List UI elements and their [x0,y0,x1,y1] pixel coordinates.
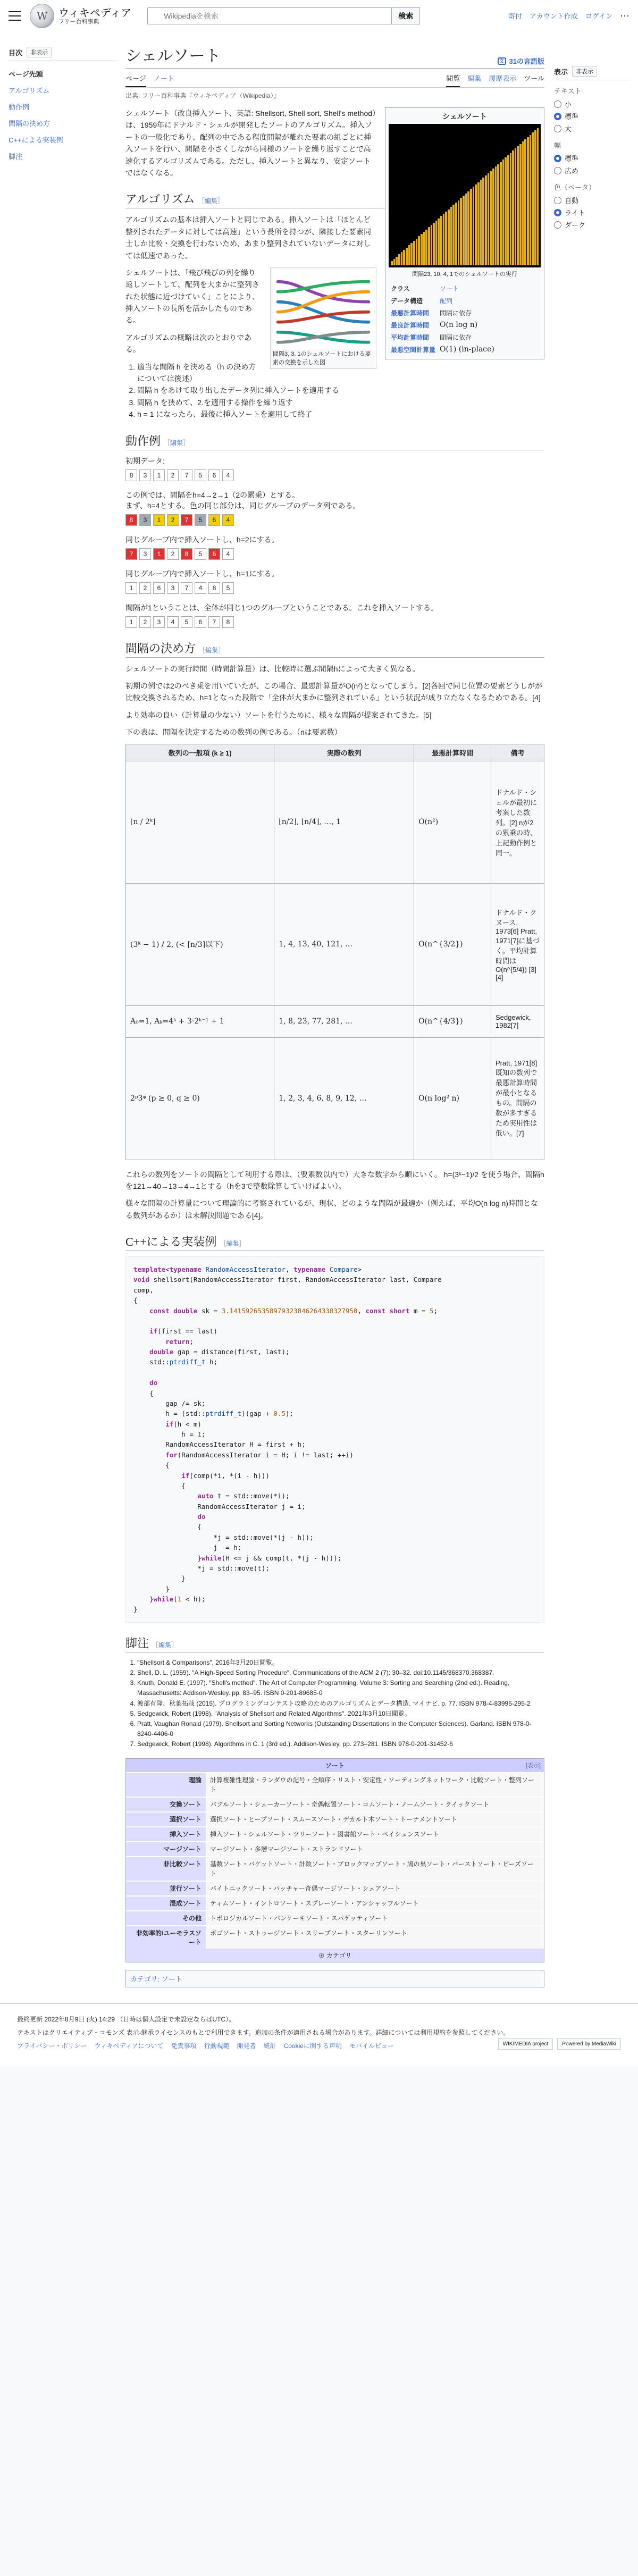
shellsort-steps-diagram[interactable] [273,270,374,349]
width-standard[interactable]: 標準 [554,153,629,163]
toc-item-example[interactable]: 動作例 [9,103,30,111]
radio-selected-icon [554,209,561,216]
sort-bar [440,216,442,265]
radio-selected-icon [554,155,561,162]
footer-link[interactable]: Cookieに関する声明 [283,2042,342,2050]
appearance-panel [544,32,629,2003]
sort-bar [463,196,465,265]
gaps-paragraph: これらの数列をソートの間隔として利用する際は、（要素数以内で）大きな数字から順にいく。 h=(3ᵏ−1)/2 を使う場合、間隔hを121→40→13→4→1とする（hを3で整数除算していけばよい）。 [125,1170,544,1190]
example-text: 同じグループ内で挿入ソートし、h=2にする。 [125,535,279,544]
infobox-row: データ構造 配列 [391,297,453,305]
sort-bar [492,169,494,265]
sort-bar [438,219,440,266]
appearance-hide-button[interactable]: 非表示 [572,66,597,77]
array-cell: 6 [153,582,165,594]
array-cell: 3 [167,582,179,594]
code-block: template<typename RandomAccessIterator, typename Compare> void shellsort(RandomAccessIterator first, RandomAccessIterator last, Compare comp, { const double sk = 3.14159265358979323846264338327950, const short m = 5; if(first == last) return; double gap = distance(first, last); std::ptrdiff_t h; do { gap /= sk; h = (std::ptrdiff_t)(gap + 0.5); if(h < m) h = 1; RandomAccessIterator H = first + h; for(RandomAccessIterator i = H; i != last; ++i) { if(comp(*i, *(i - h))) { auto t = std::move(*i); RandomAccessIterator j = i; do { *j = std::move(*(j - h)); j -= h; }while(H <= j && comp(t, *(j - h))); *j = std::move(t); } } }while(1 < h); } [125,1256,544,1623]
last-updated: 最終更新 2022年8月9日 (火) 14:29 （日時は個人設定で未設定ならばUTC）。 [17,2015,236,2023]
array-cell: 1 [125,616,137,628]
sort-bar [495,166,497,265]
wikimedia-badge[interactable]: WIKIMEDIA project [498,2038,553,2050]
reference-item[interactable]: 6. Pratt, Vaughan Ronald (1979). Shellsort and Sorting Networks (Outstanding Dissertations in the Computer Sciences). Garland. ISBN 978-0-8240-4406-0 [137,1719,544,1739]
array-final [125,616,544,628]
text-size-small[interactable]: 小 [554,99,629,109]
sort-bar [396,257,398,265]
array-cell: 7 [125,548,137,560]
sort-bar [403,250,405,265]
algorithm-paragraph: アルゴリズムの概略は次のとおりである。 [125,333,252,354]
navbox-row: 混成ソート ティムソート・イントロソート・スプレーソート・アンシャッフルソート [126,1895,544,1910]
infobox-row: 最良計算時間 O(n log n) [391,321,478,329]
array-cell: 8 [181,548,192,560]
array-cell: 4 [222,548,234,560]
table-cell: ⌊n / 2ᵏ⌋ [126,761,274,883]
sort-bar [401,252,403,265]
toc-item-algorithm[interactable]: アルゴリズム [9,87,50,95]
list-item: 1. 適当な間隔 h を決める（h の決め方については後述） [137,361,544,385]
toc-title: 目次 [9,48,23,57]
sort-bar [475,184,477,265]
table-cell: (3ᵏ − 1) / 2, (< ⌈n/3⌉以下) [126,883,274,1005]
array-cell: 7 [181,514,192,526]
wikipedia-globe-icon [30,4,54,28]
array-cell: 4 [222,514,234,526]
array-cell: 4 [167,616,179,628]
sort-bar [477,182,480,265]
array-cell: 3 [139,514,151,526]
toc-hide-button[interactable]: 非表示 [27,47,52,57]
algorithm-paragraph: アルゴリズムの基本は挿入ソートと同じである。挿入ソートは「ほとんど整列されたデータに対しては高速」という長所を持つが、隣接した要素同士しか比較・交換を行わないため、あまり整列されていないデータに対しては低速であった。 [125,215,371,260]
infobox-row: クラス ソート [391,285,459,292]
column-header: 数列の一般項 (k ≥ 1) [126,744,274,761]
table-cell: ドナルド・クヌース, 1973[6] Pratt, 1971[7]に基づく。平均計算時間は O(n^{5/4}) [3][4] [491,883,544,1005]
sort-bar [443,214,445,265]
toc-item-top[interactable]: ページ先頭 [9,70,43,78]
array-cell: 8 [222,616,234,628]
table-cell: O(n^{3/2}) [414,883,491,1005]
reference-item[interactable]: 4. 渡部有隆、秋葉拓哉 (2015). プログラミングコンテスト攻略のためのアルゴリズムとデータ構造. マイナビ. p. 77. ISBN 978-4-83995-295-2 [137,1699,544,1709]
logo-subtitle: フリー百科事典 [58,18,99,25]
reference-item[interactable]: 7. Sedgewick, Robert (1998). Algorithms in C. 1 (3rd ed.). Addison-Wesley. pp. 273–281. ISBN 978-0-201-31452-6 [137,1739,544,1749]
radio-icon [554,221,561,229]
infobox-row: 最悪計算時間 間隔に依存 [391,309,472,317]
sort-bar [532,132,534,265]
sort-bar [497,164,499,265]
navbox-title: ソート [表示] [126,1759,544,1772]
array-cell: 6 [208,469,220,481]
heading-algorithm: アルゴリズム［ 編集 ］ [125,190,544,208]
width-wide[interactable]: 広め [554,165,629,175]
sort-bar [433,223,435,265]
sort-bar [406,248,408,265]
navbox-row: マージソート マージソート・多層マージソート・ストランドソート [126,1841,544,1856]
tab-page[interactable]: ページ [125,73,146,87]
gaps-paragraph: シェルソートの実行時間（時間計算量）は、比較時に選ぶ間隔hによって大きく異なる。 [125,664,420,673]
list-item: 2. 間隔 h をあけて取り出したデータ列に挿入ソートを適用する [137,384,544,396]
infobox-title: シェルソート [442,112,487,121]
sort-bar [480,180,482,265]
site-header [0,0,638,32]
color-dark[interactable]: ダーク [554,220,629,230]
navbox-row: 理論 計算複雑性理論・ランダウの記号・全順序・リスト・安定性・ソーティングネットワーク・比較ソート・整列ソート [126,1772,544,1797]
example-text: 間隔が1ということは、全体が同じ1つのグループということである。これを挿入ソートする。 [125,603,439,612]
sorting-navbox [125,1758,544,1962]
sort-bar [428,227,430,265]
array-cell: 4 [195,582,206,594]
donate-link[interactable]: 寄付 [508,12,522,20]
array-cell: 1 [125,582,137,594]
shellsort-animation-image[interactable] [389,124,541,267]
reference-list [137,1658,544,1750]
sort-bar [448,209,450,265]
array-h4 [125,514,544,526]
array-cell: 7 [181,469,192,481]
tab-talk[interactable]: ノート [153,74,174,82]
list-item: 4. h = 1 になったら、最後に挿入ソートを適用して終了 [137,408,544,420]
sort-bar [425,230,427,265]
sort-bar [488,173,490,265]
navbox-row: 非効率的/ユーモラスソート ボゴソート・ストゥージソート・スリープソート・スターリンソート [126,1925,544,1949]
heading-notes: 脚注［ 編集 ］ [125,1634,544,1652]
column-header: 備考 [491,744,544,761]
tab-edit[interactable]: 編集 [467,74,482,82]
sort-bar [393,259,396,265]
sort-bar [445,212,447,265]
table-cell: Sedgewick, 1982[7] [491,1005,544,1037]
user-links [508,11,629,21]
width-label: 幅 [554,141,561,149]
table-cell: ⌊n/2⌋, ⌊n/4⌋, …, 1 [274,761,414,883]
reference-item[interactable]: 2. Shell, D. L. (1959). "A High-Speed Sorting Procedure". Communications of the ACM 2 (7): 30–32. doi:10.1145/368370.368387. [137,1668,544,1678]
footer-link[interactable]: 開発者 [237,2042,256,2050]
footer-link[interactable]: 行動規範 [204,2042,230,2050]
sort-bar [519,144,522,265]
navbox-row: 選択ソート 選択ソート・ヒープソート・スムースソート・デカルト木ソート・トーナメントソート [126,1811,544,1826]
toc-item-notes[interactable]: 脚注 [9,153,23,161]
table-cell: O(n²) [414,761,491,883]
sort-bar [465,194,467,265]
sort-bar [512,150,514,265]
sort-bar [391,261,393,265]
edit-link[interactable]: ［ 編集 ］ [198,197,224,205]
algorithm-paragraph: シェルソートは、「飛び飛びの列を繰り返しソートして、配列を大まかに整列された状態に近づけていく」ことにより、挿入ソートの長所を活かしたものである。 [125,268,259,325]
sort-bar [534,130,536,265]
footer-link[interactable]: モバイルビュー [349,2042,394,2050]
example-text: この例では、間隔をh=4→2→1（2の累乗）とする。 [125,490,300,499]
column-header: 最悪計算時間 [414,744,491,761]
array-cell: 2 [139,582,151,594]
navbox-toggle[interactable]: [表示] [525,1762,541,1769]
array-initial [125,469,544,481]
sort-bar [530,135,532,265]
array-cell: 3 [153,616,165,628]
tab-read[interactable]: 閲覧 [446,73,460,87]
array-cell: 8 [208,582,220,594]
array-cell: 8 [125,514,137,526]
footer-link[interactable]: プライバシー・ポリシー [17,2042,87,2050]
array-cell: 2 [139,616,151,628]
sort-bar [418,236,420,265]
sort-bar [490,171,492,265]
site-logo[interactable] [30,4,131,28]
sort-bar [517,146,519,265]
mediawiki-badge[interactable]: Powered by MediaWiki [557,2038,621,2050]
gaps-paragraph: 初期の例では2のべき乗を用いていたが、この場合、最悪計算量がO(n²)となってしまう。[2]各回で同じ位置の要素どうしがが比較交換されるため、h=1となった段階で「全体が大まかに整列されている」という状況が成り立たなくなるためである。[4] [125,681,543,702]
navbox-row: 挿入ソート 挿入ソート・シェルソート・ツリーソート・図書館ソート・ペイシェンスソート [126,1826,544,1841]
search-box [147,7,420,24]
language-icon: 文 [498,57,506,65]
table-row [126,761,544,883]
array-cell: 2 [167,514,179,526]
heading-example: 動作例［ 編集 ］ [125,432,544,450]
edit-link[interactable]: ［ 編集 ］ [164,439,189,447]
sort-bar [431,225,433,265]
sort-bar [507,155,509,265]
sort-bar [473,187,475,265]
appearance-title: 表示 [554,68,568,76]
array-cell: 1 [153,469,165,481]
table-cell: O(n^{4/3}) [414,1005,491,1037]
article-content [125,32,544,2003]
edit-link[interactable]: ［ 編集 ］ [220,1240,246,1247]
sort-bar [450,207,452,265]
sort-bar [413,241,415,265]
sort-bar [502,160,505,265]
navbox-row: 並行ソート バイトニックソート・バッチャー奇偶マージソート・シェアソート [126,1881,544,1895]
algorithm-steps [137,361,544,421]
toc-item-implementation[interactable]: C++による実装例 [9,136,63,144]
table-row [126,1037,544,1160]
array-cell: 6 [208,514,220,526]
sort-bar [416,239,418,265]
page-title: シェルソート [125,47,221,65]
infobox-caption: 間隔23, 10, 4, 1でのシェルソートの実行 [412,271,517,278]
thumbnail-figure [270,267,376,369]
radio-selected-icon [554,113,561,120]
table-cell: 1, 8, 23, 77, 281, … [274,1005,414,1037]
array-cell: 8 [125,469,137,481]
sort-bar [423,232,425,265]
gap-sequence-table [125,744,544,1160]
source-line: 出典: フリー百科事典『ウィキペディア（Wikipedia）』 [125,92,280,99]
search-button[interactable]: 検索 [392,7,420,24]
sort-bar [435,221,438,265]
array-cell: 5 [195,514,206,526]
array-cell: 5 [222,582,234,594]
create-account-link[interactable]: アカウント作成 [529,12,578,20]
array-h2 [125,548,544,560]
array-cell: 1 [153,548,165,560]
table-cell: A₀=1, Aₖ=4ᵏ + 3·2ᵏ⁻¹ + 1 [126,1005,274,1037]
sort-bar [500,162,502,265]
reference-item[interactable]: 1. "Shellsort & Comparisons". 2016年3月20日閲覧。 [137,1658,544,1668]
text-size-large[interactable]: 大 [554,123,629,133]
array-cell: 5 [195,548,206,560]
heading-gaps: 間隔の決め方［ 編集 ］ [125,640,544,658]
sort-bar [524,139,526,265]
gaps-paragraph: 様々な間隔の計算量について理論的に考察されているが、現状、どのような間隔が最適か（例えば、平均O(n log n)時間となる数列があるか）は未解決問題である[4]。 [125,1199,538,1220]
sort-bar [527,137,529,265]
table-cell: 1, 2, 3, 4, 6, 8, 9, 12, … [274,1037,414,1160]
more-options-icon[interactable]: ⋯ [620,10,629,21]
edit-link[interactable]: ［ 編集 ］ [152,1641,178,1649]
table-cell: Pratt, 1971[8] 既知の数列で最悪計算時間が最小となるもの。間隔の数が多すぎるため実用性は低い。[7] [491,1037,544,1160]
logo-title: ウィキペディア [58,6,132,19]
sort-bar [421,234,423,265]
example-text: 同じグループ内で挿入ソートし、h=1にする。 [125,569,279,578]
list-item: 3. 間隔 h を狭めて、2.を適用する操作を繰り返す [137,397,544,408]
login-link[interactable]: ログイン [585,12,612,20]
sort-bar [452,205,455,265]
sort-bar [398,254,400,265]
array-cell: 3 [139,469,151,481]
color-auto[interactable]: 自動 [554,195,629,205]
array-cell: 7 [181,582,192,594]
main-menu-icon[interactable] [9,11,21,21]
array-cell: 1 [153,514,165,526]
reference-item[interactable]: 3. Knuth, Donald E. (1997). "Shell's method". The Art of Computer Programming. Volume 3: Sorting and Searching (2nd ed.). Reading, Massachusetts: Addison-Wesley. pp. 83–95. ISBN 0-201-89685-0 [137,1678,544,1698]
sort-bar [510,153,512,265]
infobox [385,107,544,359]
array-cell: 6 [208,548,220,560]
lead-paragraph: シェルソート（改良挿入ソート、英語: Shellsort, Shell sort, Shell's method）は、1959年にドナルド・シェルが開発したソートのアルゴリズム。挿入ソートの一般化であり、配列の中である程度間隔が離れた要素の組ごとに挿入ソートを行い、間隔を小さくしながら同様のソートを繰り返すことで高速化するアルゴリズムである。ただし、挿入ソートと異なり、安定ソートではなくなる。 [125,109,376,177]
sort-bar [455,203,457,265]
text-size-standard[interactable]: 標準 [554,111,629,121]
sort-bar [470,189,472,265]
radio-icon [554,100,561,108]
footer-link[interactable]: 統計 [263,2042,276,2050]
array-cell: 3 [139,548,151,560]
color-label: 色（ベータ） [554,183,596,191]
sort-bar [485,175,487,265]
sort-bar [505,157,507,265]
infobox-row: 最悪空間計算量 О(1) (in-place) [391,345,494,354]
array-cell: 5 [195,469,206,481]
array-cell: 4 [222,469,234,481]
table-cell: ドナルド・シェルが最初に考案した数列。[2] nが2の累乗の時、上記動作例と同一。 [491,761,544,883]
toc-item-gaps[interactable]: 間隔の決め方 [9,120,51,128]
category-links[interactable]: カテゴリ: ソート [125,1970,544,1987]
navbox-row: その他 トポロジカルソート・パンケーキソート・スパゲッティソート [126,1910,544,1925]
edit-link[interactable]: ［ 編集 ］ [199,647,224,654]
navbox-footer[interactable]: ⊕ カテゴリ [126,1949,544,1962]
array-cell: 5 [181,616,192,628]
thumbnail-caption: 間隔3, 3, 1のシェルソートにおける要素の交換を示した図 [273,350,371,366]
table-header-row [126,744,544,761]
reference-item[interactable]: 5. Sedgewick, Robert (1998). "Analysis of Shellsort and Related Algorithms". 2021年3月10日閲覧。 [137,1709,544,1719]
language-button[interactable]: 文 31の言語版 [498,56,544,66]
radio-icon [554,125,561,132]
radio-icon [554,167,561,174]
array-h1 [125,582,544,594]
sort-bar [460,198,462,265]
radio-icon [554,197,561,204]
sort-bar [467,191,469,265]
infobox-row: 平均計算時間 間隔に依存 [391,334,472,341]
text-size-label: テキスト [554,87,582,95]
toc-sidebar [9,32,125,2003]
initial-data-label: 初期データ: [125,456,165,465]
heading-implementation: C++による実装例［ 編集 ］ [125,1233,544,1251]
license-text: テキストはクリエイティブ・コモンズ 表示-継承ライセンスのもとで利用できます。追加の条件が適用される場合があります。詳細については利用規約を参照してください。 [17,2028,510,2036]
color-light[interactable]: ライト [554,207,629,217]
gaps-paragraph: 下の表は、間隔を決定するための数列の例である。（nは要素数） [125,728,342,737]
table-row [126,883,544,1005]
sort-bar [482,178,484,265]
array-cell: 2 [167,469,179,481]
navbox-row: 非比較ソート 基数ソート・バケットソート・計数ソート・ブロックマップソート・鳩の巣ソート・バーストソート・ビーズソート [126,1856,544,1881]
table-cell: 1, 4, 13, 40, 121, … [274,883,414,1005]
sort-bar [515,148,517,265]
array-cell: 2 [167,548,179,560]
footer-link[interactable]: ウィキペディアについて [94,2042,164,2050]
sort-bar [537,128,539,265]
table-cell: O(n log² n) [414,1037,491,1160]
navbox-row: 交換ソート バブルソート・シェーカーソート・奇偶転置ソート・コムソート・ノームソート・クイックソート [126,1797,544,1811]
footer-link[interactable]: 免責事項 [171,2042,197,2050]
tab-history[interactable]: 履歴表示 [489,74,517,82]
gaps-paragraph: より効率の良い（計算量の少ない）ソートを行うために、様々な間隔が提案されてきた。[5] [125,710,432,719]
example-text: まず、h=4とする。色の同じ部分は、同じグループのデータ列である。 [125,501,360,510]
array-cell: 7 [208,616,220,628]
tools-menu[interactable]: ツール [524,74,544,82]
page-footer [0,2003,638,2066]
sort-bar [408,245,410,265]
table-cell: 2ᵖ3ᵠ (p ≥ 0, q ≥ 0) [126,1037,274,1160]
sort-bar [522,141,524,265]
table-row [126,1005,544,1037]
column-header: 実際の数列 [274,744,414,761]
sort-bar [458,200,460,265]
sort-bar [410,243,413,265]
array-cell: 6 [195,616,206,628]
search-input[interactable] [147,7,392,24]
